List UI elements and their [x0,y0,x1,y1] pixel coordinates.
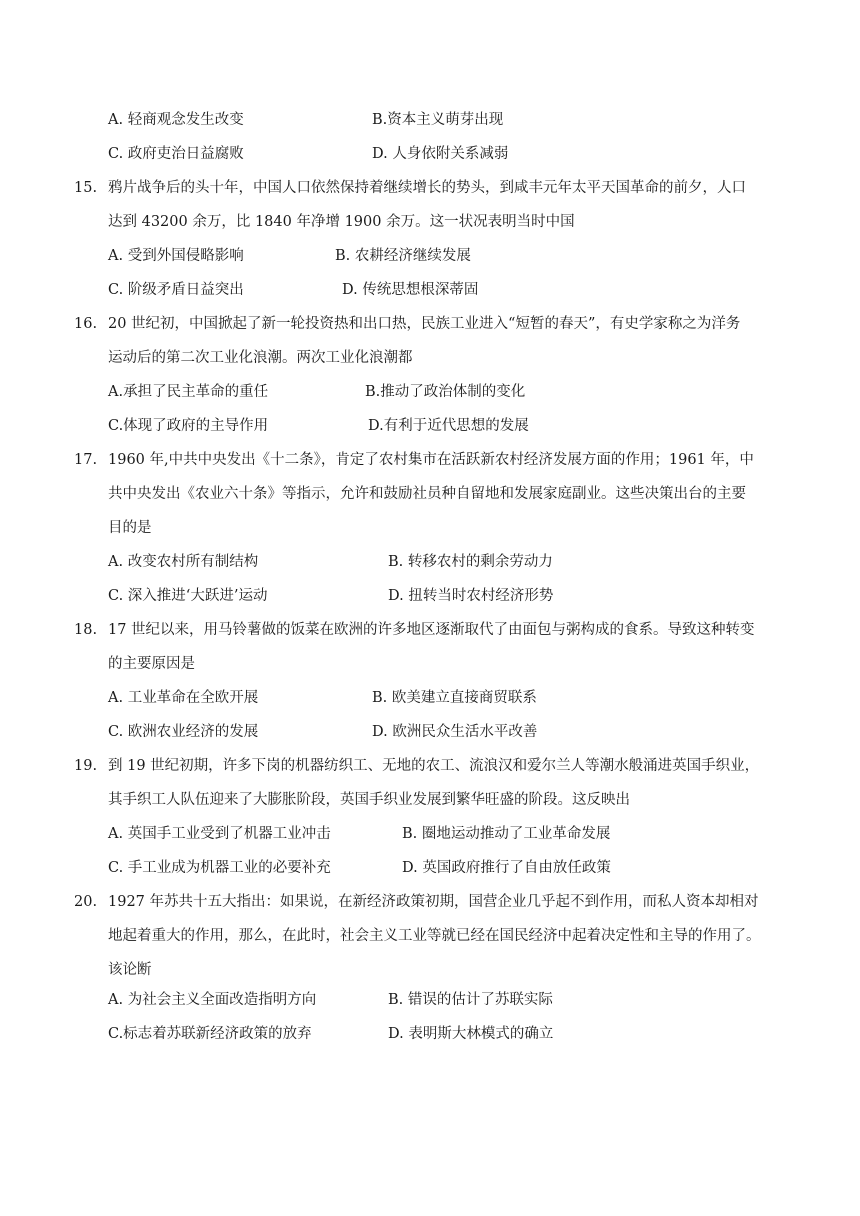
q17-stem-line-2: 共中央发出《农业六十条》等指示，允许和鼓励社员种自留地和发展家庭副业。这些决策出台的主要 [108,486,746,502]
q18-stem-line-1: 17 世纪以来，用马铃薯做的饭菜在欧洲的许多地区逐渐取代了由面包与粥构成的食系。导致这种转变 [108,622,755,638]
q14-option-a: A. 轻商观念发生改变 [108,112,244,128]
q19-stem-line-1: 到 19 世纪初期，许多下岗的机器纺织工、无地的农工、流浪汉和爱尔兰人等潮水般涌进英国手织业， [108,758,760,774]
q16-number: 16. [74,316,98,332]
q15-stem-line-1: 鸦片战争后的头十年，中国人口依然保持着继续增长的势头，到咸丰元年太平天国革命的前夕，人口 [108,180,746,196]
q18-stem-line-2: 的主要原因是 [108,656,195,672]
q15-stem-line-2: 达到 43200 余万，比 1840 年净增 1900 余万。这一状况表明当时中国 [108,214,575,230]
q18-option-b: B. 欧美建立直接商贸联系 [372,690,537,706]
q20-number: 20. [74,894,98,910]
q20-option-d: D. 表明斯大林模式的确立 [388,1026,554,1042]
q14-option-c: C. 政府吏治日益腐败 [108,146,244,162]
q16-option-c: C.体现了政府的主导作用 [108,418,269,434]
q17-option-d: D. 扭转当时农村经济形势 [388,588,554,604]
q20-stem-line-2: 地起着重大的作用，那么，在此时，社会主义工业等就已经在国民经济中起着决定性和主导的作用了。 [108,928,761,944]
q15-number: 15. [74,180,98,196]
q18-number: 18. [74,622,98,638]
q15-option-b: B. 农耕经济继续发展 [335,248,471,264]
q17-stem-line-1: 1960 年,中共中央发出《十二条》，肯定了农村集市在活跃新农村经济发展方面的作用；1961 年，中 [108,452,754,468]
q19-stem-line-2: 其手织工人队伍迎来了大膨胀阶段，英国手织业发展到繁华旺盛的阶段。这反映出 [108,792,630,808]
q16-option-a: A.承担了民主革命的重任 [108,384,269,400]
q17-option-c: C. 深入推进‘大跃进’运动 [108,588,268,604]
q20-stem-line-3: 该论断 [108,962,152,978]
q20-option-a: A. 为社会主义全面改造指明方向 [108,992,317,1008]
q16-option-d: D.有利于近代思想的发展 [368,418,529,434]
q18-option-a: A. 工业革命在全欧开展 [108,690,259,706]
q19-option-d: D. 英国政府推行了自由放任政策 [402,860,611,876]
q14-option-d: D. 人身依附关系减弱 [372,146,509,162]
q19-option-c: C. 手工业成为机器工业的必要补充 [108,860,331,876]
q16-stem-line-2: 运动后的第二次工业化浪潮。两次工业化浪潮都 [108,350,413,366]
q17-stem-line-3: 目的是 [108,520,152,536]
q16-option-b: B.推动了政治体制的变化 [365,384,526,400]
q19-option-b: B. 圈地运动推动了工业革命发展 [402,826,611,842]
q17-option-a: A. 改变农村所有制结构 [108,554,259,570]
q19-option-a: A. 英国手工业受到了机器工业冲击 [108,826,331,842]
q20-stem-line-1: 1927 年苏共十五大指出：如果说，在新经济政策初期，国营企业几乎起不到作用，而私人资本却相对 [108,894,759,910]
q19-number: 19. [74,758,98,774]
q17-number: 17. [74,452,98,468]
q18-option-c: C. 欧洲农业经济的发展 [108,724,259,740]
q15-option-d: D. 传统思想根深蒂固 [342,282,479,298]
q17-option-b: B. 转移农村的剩余劳动力 [388,554,553,570]
q20-option-b: B. 错误的估计了苏联实际 [388,992,553,1008]
q15-option-a: A. 受到外国侵略影响 [108,248,244,264]
q18-option-d: D. 欧洲民众生活水平改善 [372,724,538,740]
q20-option-c: C.标志着苏联新经济政策的放弃 [108,1026,312,1042]
q14-option-b: B.资本主义萌芽出现 [372,112,504,128]
q16-stem-line-1: 20 世纪初，中国掀起了新一轮投资热和出口热，民族工业进入“短暂的春天”，有史学家称之为洋务 [108,316,741,332]
q15-option-c: C. 阶级矛盾日益突出 [108,282,244,298]
